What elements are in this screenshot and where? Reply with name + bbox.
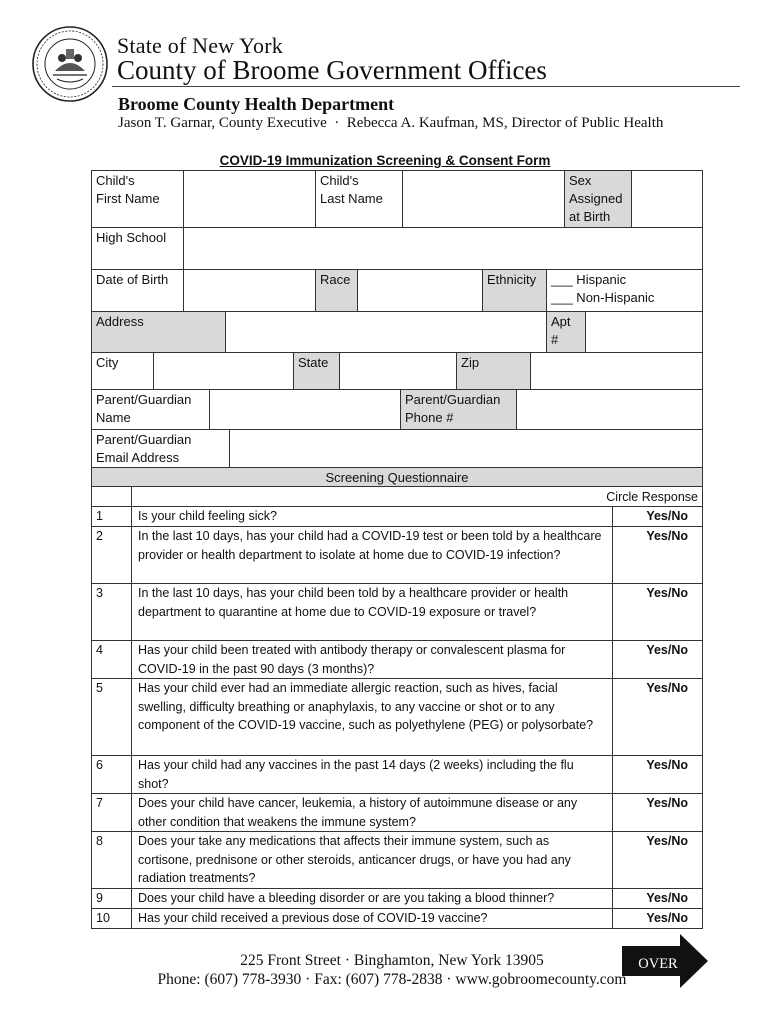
form-title: COVID-19 Immunization Screening & Consent Form [219, 153, 551, 168]
yes-no-response[interactable]: Yes/No [612, 831, 703, 889]
address-label: Address [91, 311, 226, 353]
footer-address: 225 Front Street · Binghamton, New York 13905 [240, 952, 544, 969]
form-title-wrap [0, 153, 770, 168]
over-label: OVER [638, 956, 678, 972]
question-number-header [91, 486, 132, 507]
state-input[interactable] [339, 352, 457, 390]
questionnaire-title: Screening Questionnaire [91, 467, 703, 487]
question-text: Is your child feeling sick? [131, 506, 613, 527]
question-number: 5 [91, 678, 132, 756]
sex-assigned-label: Sex Assigned at Birth [564, 170, 632, 228]
city-label: City [91, 352, 154, 390]
county-seal-icon [31, 25, 109, 103]
department-name: Broome County Health Department [118, 94, 395, 114]
question-text: Has your child ever had an immediate allergic reaction, such as hives, facial swelling, difficulty breathing or anaphylaxis, to any vaccine or shot or to any component of the COVID-19 vaccine, such as polyethylene (PEG) or polysorbate? [131, 678, 613, 756]
race-input[interactable] [357, 269, 483, 312]
question-text: Does your child have cancer, leukemia, a history of autoimmune disease or any other condition that weakens the immune system? [131, 793, 613, 832]
header-county: County of Broome Government Offices [117, 55, 547, 85]
zip-label: Zip [456, 352, 531, 390]
address-input[interactable] [225, 311, 547, 353]
question-number: 7 [91, 793, 132, 832]
ethnicity-label: Ethnicity [482, 269, 547, 312]
question-number: 3 [91, 583, 132, 641]
consent-form [91, 170, 703, 931]
yes-no-response[interactable]: Yes/No [612, 678, 703, 756]
question-number: 10 [91, 908, 132, 929]
yes-no-response[interactable]: Yes/No [612, 755, 703, 794]
zip-input[interactable] [530, 352, 703, 390]
race-label: Race [315, 269, 358, 312]
high-school-label: High School [91, 227, 184, 270]
childs-last-name-label: Child's Last Name [315, 170, 403, 228]
yes-no-response[interactable]: Yes/No [612, 908, 703, 929]
apt-label: Apt # [546, 311, 586, 353]
question-text: Does your child have a bleeding disorder or are you taking a blood thinner? [131, 888, 613, 909]
yes-no-response[interactable]: Yes/No [612, 888, 703, 909]
date-of-birth-label: Date of Birth [91, 269, 184, 312]
question-text: Has your child been treated with antibody therapy or convalescent plasma for COVID-19 in the past 90 days (3 months)? [131, 640, 613, 679]
header-state: State of New York [117, 33, 283, 58]
guardian-name-input[interactable] [209, 389, 401, 430]
yes-no-response[interactable]: Yes/No [612, 640, 703, 679]
guardian-email-label: Parent/Guardian Email Address [91, 429, 230, 468]
yes-no-response[interactable]: Yes/No [612, 583, 703, 641]
ethnicity-options[interactable]: ___ Hispanic ___ Non-Hispanic [546, 269, 703, 312]
yes-no-response[interactable]: Yes/No [612, 793, 703, 832]
question-text: In the last 10 days, has your child been told by a healthcare provider or health department to quarantine at home due to COVID-19 exposure or travel? [131, 583, 613, 641]
date-of-birth-input[interactable] [183, 269, 316, 312]
question-number: 6 [91, 755, 132, 794]
footer-contact: Phone: (607) 778-3930 · Fax: (607) 778-2838 · www.gobroomecounty.com [157, 971, 627, 988]
question-number: 9 [91, 888, 132, 909]
question-text: Does your take any medications that affects their immune system, such as cortisone, prednisone or other steroids, anticancer drugs, or have you had any radiation treatments? [131, 831, 613, 889]
circle-response-header: Circle Response [131, 486, 703, 507]
guardian-phone-label: Parent/Guardian Phone # [400, 389, 517, 430]
childs-first-name-label: Child's First Name [91, 170, 184, 228]
guardian-email-input[interactable] [229, 429, 703, 468]
question-text: In the last 10 days, has your child had a COVID-19 test or been told by a healthcare provider or health department to isolate at home due to COVID-19 infection? [131, 526, 613, 584]
question-number: 8 [91, 831, 132, 889]
question-text: Has your child had any vaccines in the past 14 days (2 weeks) including the flu shot? [131, 755, 613, 794]
question-number: 4 [91, 640, 132, 679]
question-number: 2 [91, 526, 132, 584]
guardian-name-label: Parent/Guardian Name [91, 389, 210, 430]
state-label: State [293, 352, 340, 390]
yes-no-response[interactable]: Yes/No [612, 506, 703, 527]
high-school-input[interactable] [183, 227, 703, 270]
city-input[interactable] [153, 352, 294, 390]
yes-no-response[interactable]: Yes/No [612, 526, 703, 584]
question-text: Has your child received a previous dose of COVID-19 vaccine? [131, 908, 613, 929]
guardian-phone-input[interactable] [516, 389, 703, 430]
childs-first-name-input[interactable] [183, 170, 316, 228]
childs-last-name-input[interactable] [402, 170, 565, 228]
sex-assigned-input[interactable] [631, 170, 703, 228]
apt-input[interactable] [585, 311, 703, 353]
question-number: 1 [91, 506, 132, 527]
officials-line: Jason T. Garnar, County Executive · Rebecca A. Kaufman, MS, Director of Public Health [118, 115, 664, 131]
header-divider [112, 86, 740, 87]
